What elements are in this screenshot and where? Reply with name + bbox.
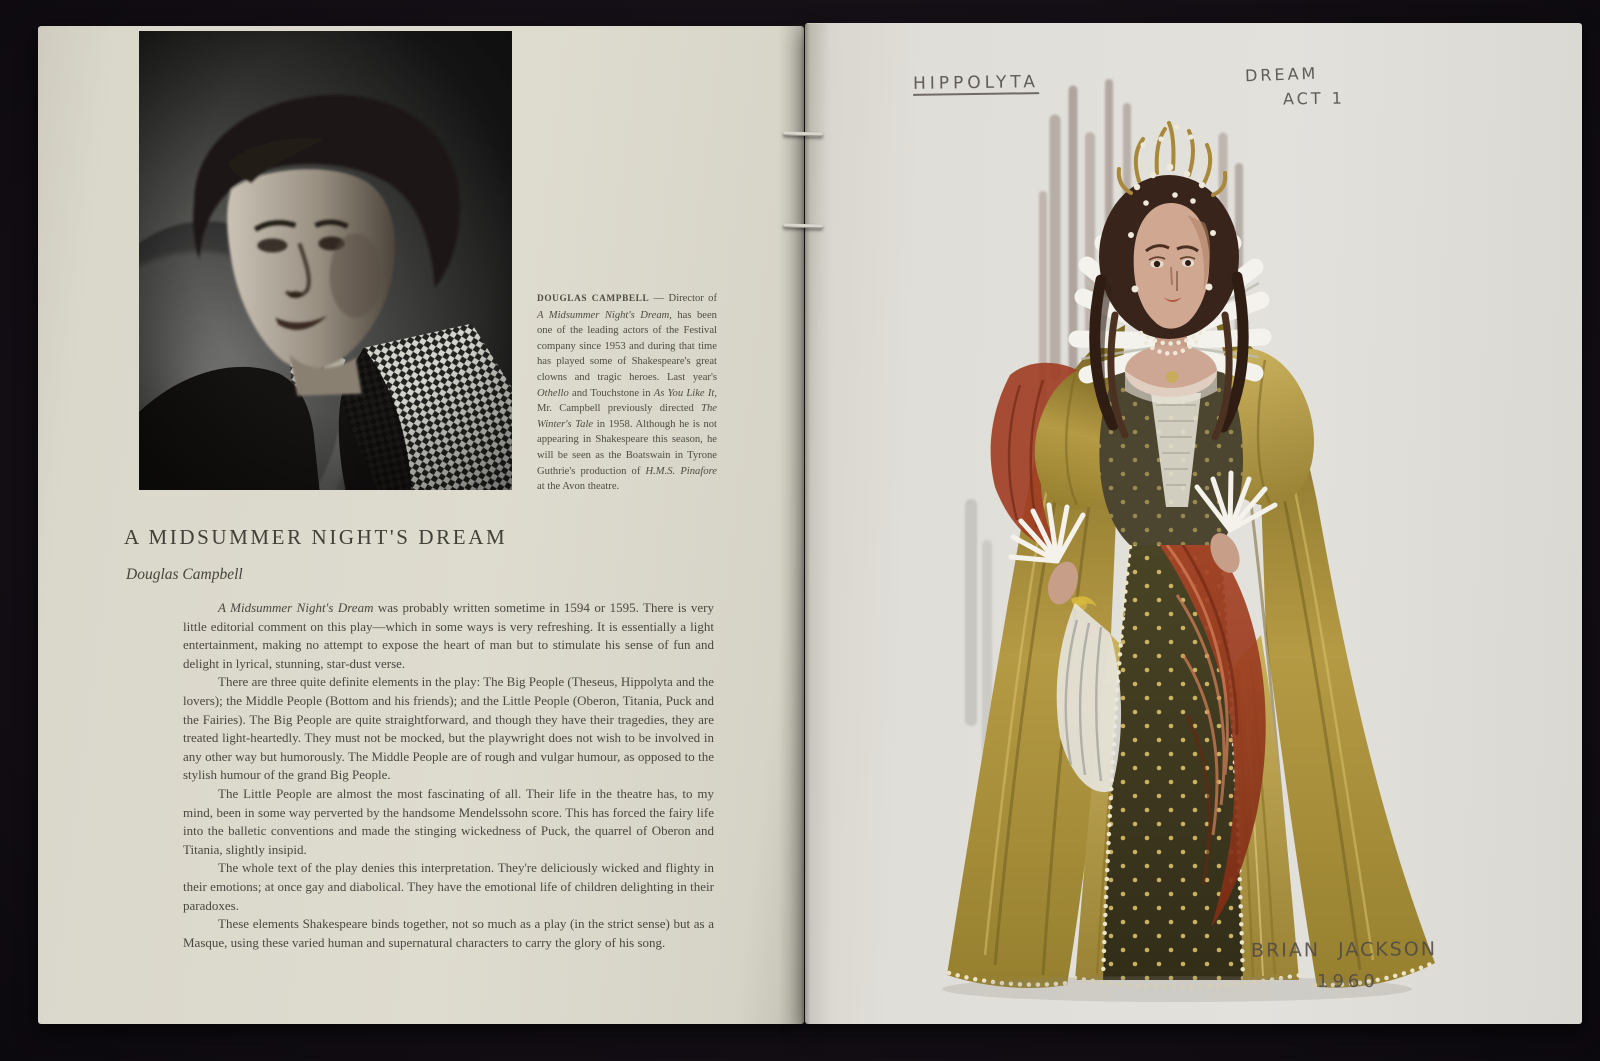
paragraph-5: These elements Shakespeare binds together, not so much as a play (in the strict sense) but as a Masque, using these varied human and supernatural characters to carry the glory of his song. xyxy=(183,916,714,950)
paragraph-1: A Midsummer Night's Dream was probably written sometime in 1594 or 1595. There is very little editorial comment on this play—which in some ways is very refreshing. It is essentially a light entertainment, making no attempt to expose the heart of man but to stimulate his sense of fun and delight in lyrical, stunning, star-dust verse. xyxy=(183,600,714,671)
annotation-production: DREAM xyxy=(1244,63,1319,86)
paragraph-4: The whole text of the play denies this interpretation. They're deliciously wicked and flighty in their emotions; at once gay and diabolical. They have the emotional life of children delighting in their paradoxes. xyxy=(183,860,714,913)
paragraph-3: The Little People are almost the most fascinating of all. Their life in the theatre has, to my mind, been in some way perverted by the handsome Mendelssohn score. This has forced the fairy life into the balletic conventions and made the stinging wickedness of Puck, the quarrel of Oberon and Titania, slightly insipid. xyxy=(183,785,714,857)
brooch xyxy=(1166,371,1178,383)
article-byline: Douglas Campbell xyxy=(126,566,243,583)
paragraph-2: There are three quite definite elements in the play: The Big People (Theseus, Hippolyta and the lovers); the Middle People (Bottom and his friends); and the Little People (Oberon, Titania, Puck and the Fairies). The Big People are quite straightforward, and though they have their tragedies, they are treated light-heartedly. They must not be mocked, but the playwright does not wish to be involved in any other way but humorously. The Middle People are of rough and vulgar humour, as opposed to the stylish humour of the grand Big People. xyxy=(183,674,714,783)
artist-signature-year: 1960 xyxy=(1317,971,1379,992)
photo-caption: DOUGLAS CAMPBELL — Director of A Midsummer Night's Dream, has been one of the leading actors of the Festival company since 1953 and during that time has played some of Shakespeare's great clowns and tragic heroes. Last year's Othello and Touchstone in As You Like It, Mr. Campbell previously directed The Winter's Tale in 1958. Although he is not appearing in Shakespeare this season, he will be seen as the Boatswain in Tyrone Guthrie's production of H.M.S. Pinafore at the Avon theatre. xyxy=(537,293,718,493)
article-heading: A MIDSUMMER NIGHT'S DREAM xyxy=(124,525,508,549)
annotation-character-name: HIPPOLYTA xyxy=(912,72,1040,94)
right-page xyxy=(805,23,1582,1024)
article-body xyxy=(183,599,714,952)
left-page xyxy=(38,26,804,1024)
douglas-campbell-portrait xyxy=(139,31,512,490)
artist-signature: BRIAN JACKSON xyxy=(1250,938,1438,962)
costume-illustration xyxy=(925,75,1455,1015)
annotation-act: ACT 1 xyxy=(1282,88,1346,109)
portrait-photo xyxy=(139,31,512,490)
